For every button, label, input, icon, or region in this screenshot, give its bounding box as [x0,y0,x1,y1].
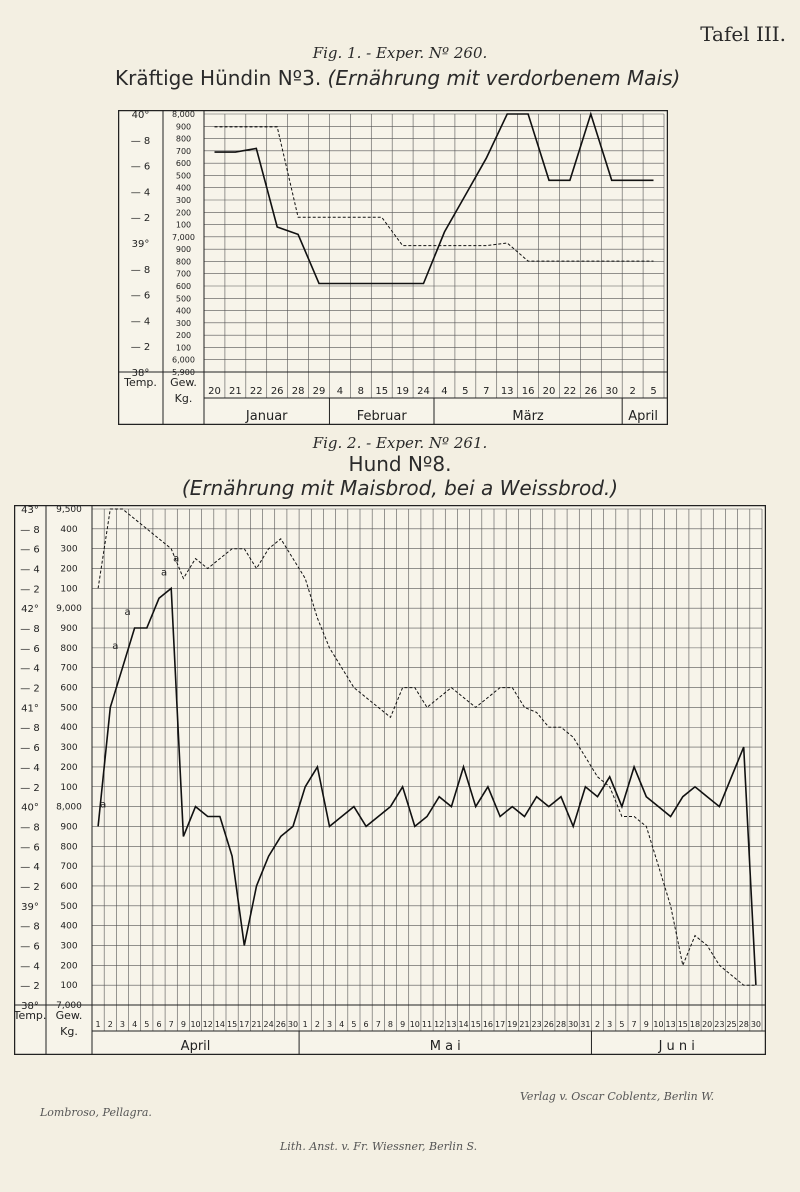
footer-publisher: Verlag v. Oscar Coblentz, Berlin W. [520,1090,715,1103]
chart2-weight-tick: 100 [60,981,78,992]
chart2-weight-tick: 800 [60,842,78,853]
chart2-month-label: April [180,1039,211,1054]
chart2-day-tick: 10 [190,1020,201,1029]
chart1-weight-tick: 500 [175,294,192,304]
chart2-day-tick: 30 [287,1020,299,1029]
chart2-annotation: a [161,567,168,579]
chart2-weight-unit: Kg. [60,1025,78,1038]
chart2-day-tick: 8 [387,1020,394,1029]
chart2-day-tick: 10 [653,1020,664,1029]
chart-2 [14,505,766,1055]
chart2-day-tick: 9 [400,1020,406,1029]
chart2-day-tick: 13 [665,1020,676,1029]
chart2-weight-tick: 200 [60,762,78,773]
chart-1 [118,110,668,425]
chart2-annotation: a [124,607,131,619]
chart2-weight-tick: 900 [60,822,78,833]
chart1-weight-tick: 700 [175,146,192,156]
chart1-temp-tick: — 6 [130,290,151,302]
chart2-weight-tick: 300 [60,743,78,754]
chart1-day-tick: 4 [441,386,448,397]
chart2-day-tick: 5 [144,1020,150,1029]
fig1-subject: Kräftige Hündin Nº3. [115,66,322,90]
chart1-temp-tick: — 6 [130,161,151,173]
chart1-day-tick: 2 [629,386,636,397]
chart2-weight-tick: 200 [60,961,78,972]
chart2-weight-tick: 900 [60,624,78,635]
chart1-day-tick: 20 [542,386,556,397]
chart1-temp-tick: — 8 [130,135,151,147]
chart1-day-tick: 4 [336,386,344,397]
chart2-weight-tick: 700 [60,663,78,674]
chart2-temp-tick: — 2 [20,782,40,794]
chart2-day-tick: 18 [689,1020,701,1029]
chart1-day-tick: 29 [312,386,326,397]
chart2-day-tick: 26 [543,1020,554,1029]
chart1-weight-tick: 200 [175,208,192,218]
fig2-caption: Fig. 2. - Exper. Nº 261. [312,434,488,452]
chart2-temp-tick: — 8 [20,524,40,536]
chart2-day-tick: 15 [677,1020,688,1029]
fig1-diet: (Ernährung mit verdorbenem Mais) [327,66,681,90]
chart1-weight-tick: 600 [175,159,192,169]
chart2-temp-label: Temp. [14,1009,47,1022]
chart2-temp-tick: — 2 [20,584,40,596]
fig2-diet: (Ernährung mit Maisbrod, bei a Weissbrod.) [181,476,619,500]
chart1-weight-tick: 300 [175,196,192,205]
chart2-day-tick: 3 [326,1020,333,1029]
chart1-day-tick: 13 [500,386,514,397]
chart2-day-tick: 2 [107,1020,113,1029]
chart2-day-tick: 13 [446,1020,457,1029]
chart2-temp-tick: — 2 [20,881,40,893]
chart1-day-tick: 22 [563,386,577,397]
chart2-day-tick: 16 [482,1020,494,1029]
chart2-day-tick: 4 [339,1020,345,1029]
chart1-temp-tick: — 2 [130,342,151,354]
chart2-day-tick: 15 [470,1020,481,1029]
chart2-annotation: a [100,799,107,811]
chart1-weight-tick: 100 [175,220,192,230]
chart2-day-tick: 31 [580,1020,591,1029]
chart2-day-tick: 3 [607,1020,613,1029]
chart2-day-tick: 12 [202,1020,213,1029]
chart1-month-label: Februar [356,409,407,424]
chart1-weight-label: Gew. [170,376,197,389]
chart2-temp-tick: — 4 [20,564,40,576]
chart2-weight-tick: 400 [60,723,78,734]
chart1-weight-tick: 6,000 [172,355,195,365]
chart2-weight-tick: 300 [60,941,78,952]
chart2-day-tick: 10 [409,1020,420,1029]
chart2-day-tick: 2 [314,1020,320,1029]
chart1-weight-tick: 8,000 [172,110,195,119]
chart2-day-tick: 6 [156,1020,162,1029]
chart1-weight-tick: 5,900 [172,368,195,377]
chart2-day-tick: 23 [531,1020,542,1029]
chart2-day-tick: 14 [214,1020,226,1029]
chart2-frame [15,506,766,1055]
chart2-temp-tick: — 2 [20,683,40,695]
chart2-temp-tick: — 2 [20,981,40,993]
chart2-day-tick: 21 [519,1020,530,1029]
chart1-day-tick: 5 [650,386,657,397]
chart2-day-tick: 30 [568,1020,579,1029]
chart1-temp-tick: 38° [131,368,150,379]
chart2-day-tick: 4 [132,1020,138,1029]
chart1-day-tick: 26 [270,386,284,397]
chart2-temp-tick: 42° [21,604,39,616]
chart1-weight-tick: 500 [175,171,192,181]
chart2-temp-tick: 39° [21,901,39,913]
chart1-weight-tick: 700 [175,269,192,279]
chart1-frame [119,111,668,425]
chart2-annotation: a [173,553,180,565]
chart1-weight-tick: 100 [175,343,192,353]
chart2-temp-tick: 41° [21,703,39,715]
chart1-weight-tick: 900 [175,245,192,255]
chart2-weight-tick: 700 [60,862,78,873]
chart2-weight-tick: 100 [60,584,78,595]
chart2-day-tick: 7 [168,1020,174,1029]
chart1-temp-label: Temp. [124,376,157,389]
chart2-temp-tick: — 6 [20,643,40,655]
chart2-weight-tick: 9,500 [56,505,82,515]
chart1-temp-tick: 40° [131,110,150,121]
chart2-day-tick: 12 [434,1020,445,1029]
chart1-day-tick: 7 [483,386,490,397]
chart2-weight-tick: 300 [60,544,78,555]
chart2-day-tick: 19 [507,1020,518,1029]
chart2-day-tick: 26 [275,1020,286,1029]
chart2-weight-tick: 600 [60,683,78,694]
chart1-month-label: April [628,409,658,424]
chart1-month-label: Januar [245,409,288,424]
chart2-day-tick: 17 [494,1020,506,1029]
chart2-weight-tick: 9,000 [56,604,82,615]
chart2-temp-tick: — 6 [20,544,40,556]
chart2-weight-tick: 500 [60,703,78,714]
chart2-temp-tick: — 4 [20,762,40,774]
chart1-day-tick: 30 [605,386,619,397]
chart1-weight-tick: 600 [175,282,192,291]
chart2-day-tick: 5 [351,1020,357,1029]
chart1-day-tick: 19 [396,386,410,397]
fig1-title [115,66,695,90]
chart1-temp-tick: 39° [131,239,150,250]
footer-author: Lombroso, Pellagra. [40,1106,152,1119]
chart2-day-tick: 25 [726,1020,737,1029]
chart2-day-tick: 2 [594,1020,601,1029]
chart1-day-tick: 15 [375,386,389,397]
chart1-month-label: März [512,409,544,424]
chart2-temp-tick: — 4 [20,961,40,973]
chart2-annotation: a [112,640,119,652]
chart2-day-tick: 15 [226,1020,238,1029]
chart1-temp-tick: — 2 [130,213,151,225]
chart2-day-tick: 28 [738,1020,749,1029]
chart1-day-tick: 28 [291,386,305,397]
chart2-day-tick: 1 [95,1020,101,1029]
chart1-weight-tick: 400 [175,183,192,193]
chart1-weight-tick: 200 [175,331,192,341]
chart2-weight-tick: 400 [60,524,78,535]
chart1-temp-tick: — 4 [130,187,151,199]
chart2-temp-tick: — 8 [20,822,40,834]
footer-lithographer: Lith. Anst. v. Fr. Wiessner, Berlin S. [280,1140,478,1153]
chart2-day-tick: 9 [180,1020,186,1029]
chart2-weight-label: Gew. [55,1009,83,1022]
chart2-weight-tick: 600 [60,881,78,892]
chart2-day-tick: 28 [555,1020,567,1029]
chart2-weight-tick: 200 [60,564,78,575]
chart2-day-tick: 21 [251,1020,262,1029]
chart2-temp-tick: — 6 [20,941,40,953]
chart1-day-tick: 16 [521,386,535,397]
chart2-temp-tick: — 8 [20,723,40,735]
chart1-weight-tick: 400 [175,306,192,316]
chart1-day-tick: 21 [228,386,242,397]
chart1-day-tick: 22 [249,386,263,397]
chart2-day-tick: 20 [702,1020,713,1029]
chart1-day-tick: 26 [584,386,598,397]
chart2-day-tick: 17 [239,1020,250,1029]
chart2-weight-tick: 100 [60,782,78,793]
chart1-day-tick: 5 [462,386,469,397]
chart1-day-tick: 24 [417,386,430,397]
chart2-temp-tick: — 8 [20,624,40,636]
chart2-day-tick: 7 [375,1020,381,1029]
chart2-temp-tick: — 6 [20,743,40,755]
chart2-temp-tick: — 8 [20,921,40,933]
chart2-temp-tick: — 4 [20,663,40,675]
chart2-day-tick: 6 [363,1020,369,1029]
chart2-temp-tick: — 6 [20,842,40,854]
fig1-caption: Fig. 1. - Exper. Nº 260. [312,44,488,62]
chart2-day-tick: 1 [302,1020,308,1029]
chart2-day-tick: 11 [421,1020,433,1029]
chart1-weight-tick: 300 [175,318,192,328]
chart1-temp-tick: — 4 [130,316,151,328]
chart2-temp-tick: 43° [21,505,39,516]
fig2-subject: Hund Nº8. [348,452,452,476]
chart2-weight-tick: 500 [60,901,78,912]
chart2-day-tick: 5 [619,1020,625,1029]
chart2-weight-tick: 7,000 [56,1001,82,1011]
chart2-temp-tick: 40° [21,802,39,814]
chart2-weight-tick: 800 [60,643,78,654]
chart2-day-tick: 30 [750,1020,762,1029]
chart1-weight-tick: 900 [175,122,192,132]
chart2-temp-tick: — 4 [20,862,40,874]
chart2-month-label: M a i [429,1039,461,1054]
chart2-temp-tick: 38° [21,1001,39,1012]
chart1-temp-tick: — 8 [130,264,151,276]
chart2-day-tick: 14 [458,1020,469,1029]
chart1-weight-tick: 800 [175,257,192,267]
chart2-weight-tick: 8,000 [56,802,82,813]
chart2-day-tick: 23 [714,1020,725,1029]
chart1-day-tick: 8 [357,386,365,397]
chart1-weight-unit: Kg. [174,392,193,405]
chart1-day-tick: 20 [208,386,221,397]
chart2-day-tick: 3 [119,1020,126,1029]
chart2-day-tick: 24 [263,1020,274,1029]
chart1-weight-tick: 800 [175,134,192,144]
chart2-month-label: J u n i [658,1039,695,1054]
chart2-weight-tick: 400 [60,921,78,932]
chart2-day-tick: 7 [631,1020,637,1029]
chart2-day-tick: 9 [643,1020,649,1029]
plate-label: Tafel III. [700,22,786,46]
chart1-weight-tick: 7,000 [172,232,195,242]
